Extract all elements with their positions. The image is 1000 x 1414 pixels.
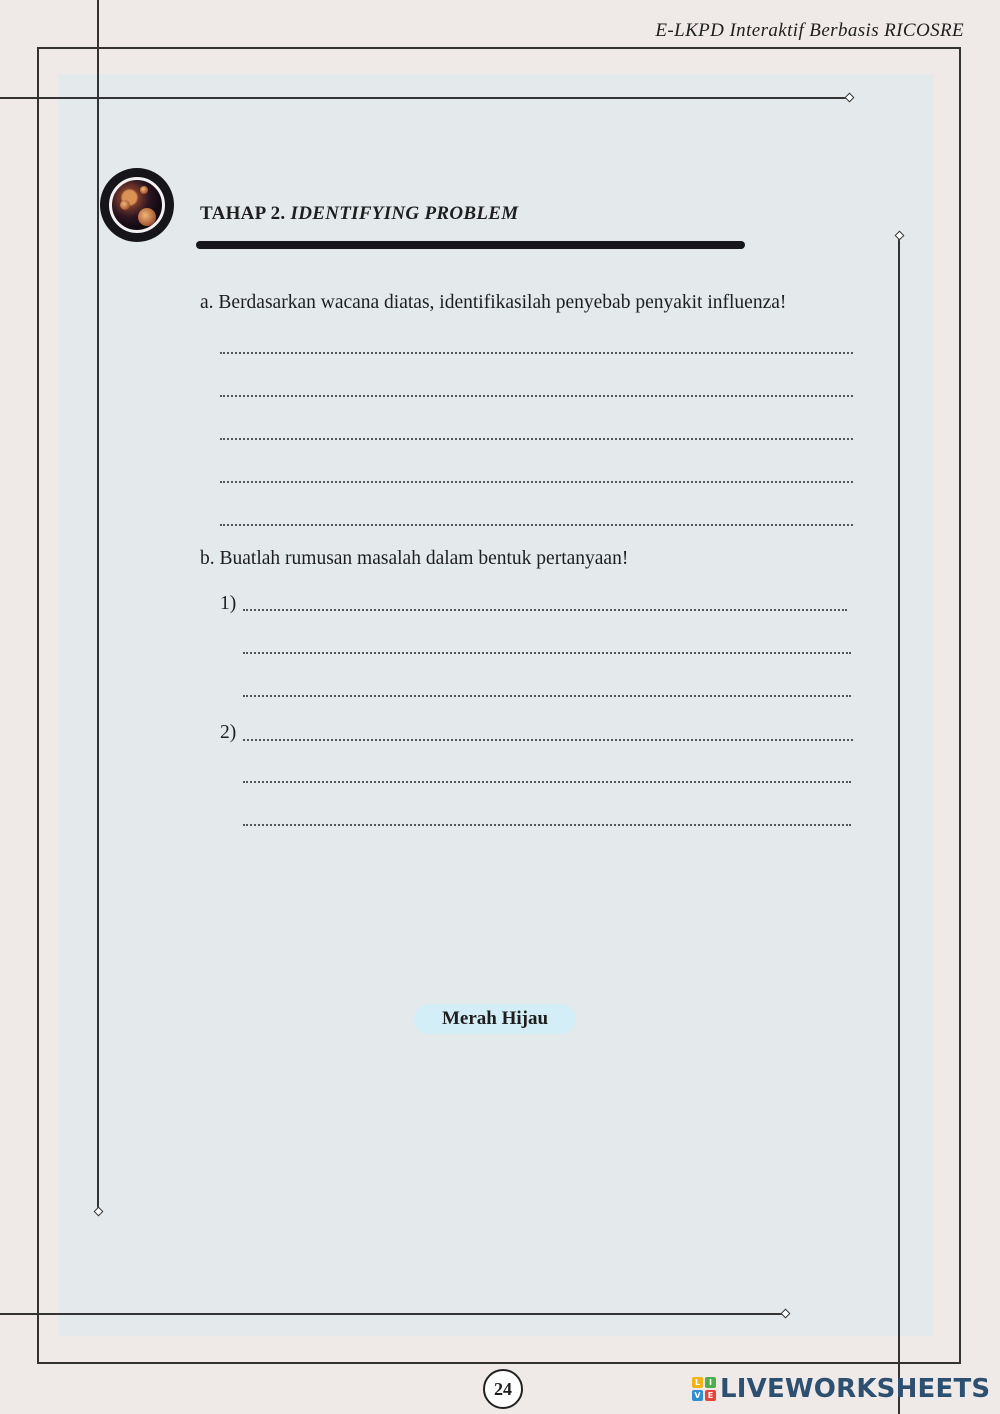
top-decor-line bbox=[0, 97, 848, 99]
step-label: TAHAP 2. bbox=[200, 203, 286, 224]
liveworksheets-logo-icon: L I V E bbox=[692, 1377, 716, 1401]
virus-image-icon bbox=[100, 168, 174, 242]
answer-line-a-3[interactable] bbox=[220, 436, 853, 440]
step-heading bbox=[200, 203, 518, 225]
question-b-item-2-number: 2) bbox=[220, 722, 237, 743]
liveworksheets-brand-text: LIVEWORKSHEETS bbox=[720, 1374, 991, 1404]
right-decor-line bbox=[898, 236, 900, 1414]
answer-line-b2-1[interactable] bbox=[243, 737, 853, 741]
answer-line-b1-1[interactable] bbox=[243, 607, 847, 611]
answer-line-a-5[interactable] bbox=[220, 522, 853, 526]
answer-line-a-2[interactable] bbox=[220, 393, 853, 397]
liveworksheets-logo bbox=[692, 1374, 990, 1404]
step-title: IDENTIFYING PROBLEM bbox=[290, 203, 519, 224]
question-b-item-1-number: 1) bbox=[220, 593, 237, 614]
question-b: b. Buatlah rumusan masalah dalam bentuk pertanyaan! bbox=[200, 548, 629, 569]
document-header-title: E-LKPD Interaktif Berbasis RICOSRE bbox=[655, 20, 964, 41]
answer-line-b1-3[interactable] bbox=[243, 693, 851, 697]
answer-line-b1-2[interactable] bbox=[243, 650, 851, 654]
question-a: a. Berdasarkan wacana diatas, identifikasilah penyebab penyakit influenza! bbox=[200, 292, 787, 313]
page-number: 24 bbox=[483, 1369, 523, 1409]
answer-line-a-4[interactable] bbox=[220, 479, 853, 483]
answer-line-a-1[interactable] bbox=[220, 350, 853, 354]
answer-option-pill[interactable]: Merah Hijau bbox=[414, 1004, 576, 1034]
answer-line-b2-2[interactable] bbox=[243, 779, 851, 783]
heading-underline bbox=[196, 241, 745, 249]
bottom-decor-line bbox=[0, 1313, 784, 1315]
answer-line-b2-3[interactable] bbox=[243, 822, 851, 826]
left-decor-line bbox=[97, 0, 99, 1209]
